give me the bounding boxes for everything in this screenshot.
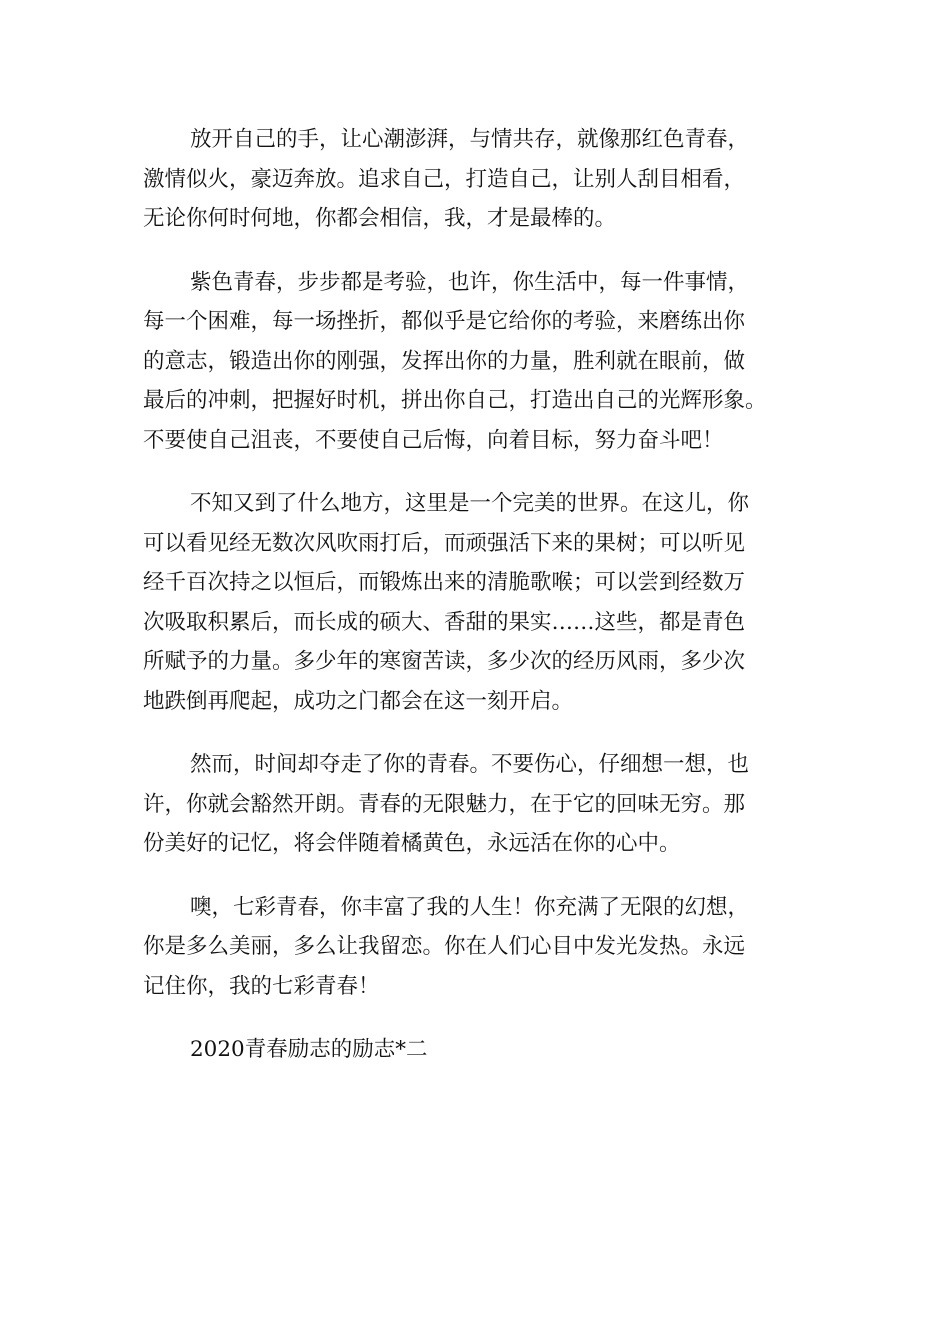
text-line: 次吸取积累后，而长成的硕大、香甜的果实……这些，都是青色 — [143, 609, 746, 635]
paragraph-3 — [143, 484, 833, 721]
paragraph-2 — [143, 263, 833, 461]
paragraph-1 — [143, 120, 833, 239]
text-line: 不要使自己沮丧，不要使自己后悔，向着目标，努力奋斗吧！ — [143, 427, 724, 453]
text-line: 你是多么美丽，多么让我留恋。你在人们心目中发光发热。永远 — [143, 934, 746, 959]
text-line: 紫色青春，步步都是考验，也许，你生活中，每一件事情， — [190, 269, 750, 295]
text-line: 无论你何时何地，你都会相信，我，才是最棒的。 — [143, 206, 617, 231]
text-line: 经千百次持之以恒后，而锻炼出来的清脆歌喉；可以尝到经数万 — [143, 570, 746, 595]
paragraph-4 — [143, 745, 833, 864]
text-line: 许，你就会豁然开朗。青春的无限魅力，在于它的回味无穷。那 — [143, 791, 746, 817]
text-line: 的意志，锻造出你的刚强，发挥出你的力量，胜利就在眼前，做 — [143, 348, 746, 374]
section-heading: 2020青春励志的励志*二 — [190, 1037, 428, 1062]
text-line: 最后的冲刺，把握好时机，拼出你自己，打造出自己的光辉形象。 — [143, 388, 767, 413]
text-line: 噢，七彩青春，你丰富了我的人生！你充满了无限的幻想， — [190, 894, 750, 920]
document-body — [143, 120, 833, 1070]
text-line: 激情似火，豪迈奔放。追求自己，打造自己，让别人刮目相看， — [143, 166, 746, 192]
text-line: 然而，时间却夺走了你的青春。不要伤心，仔细想一想，也 — [190, 752, 750, 777]
text-line: 可以看见经无数次风吹雨打后，而顽强活下来的果树；可以听见 — [143, 530, 746, 556]
text-line: 所赋予的力量。多少年的寒窗苦读，多少次的经历风雨，多少次 — [143, 649, 746, 674]
paragraph-5 — [143, 888, 833, 1007]
text-line: 记住你，我的七彩青春！ — [143, 973, 380, 999]
text-line: 不知又到了什么地方，这里是一个完美的世界。在这儿，你 — [190, 491, 750, 516]
text-line: 放开自己的手，让心潮澎湃，与情共存，就像那红色青春， — [190, 127, 750, 152]
text-line: 每一个困难，每一场挫折，都似乎是它给你的考验，来磨练出你 — [143, 309, 746, 334]
text-line: 份美好的记忆，将会伴随着橘黄色，永远活在你的心中。 — [143, 831, 681, 856]
text-line: 地跌倒再爬起，成功之门都会在这一刻开启。 — [143, 688, 574, 714]
